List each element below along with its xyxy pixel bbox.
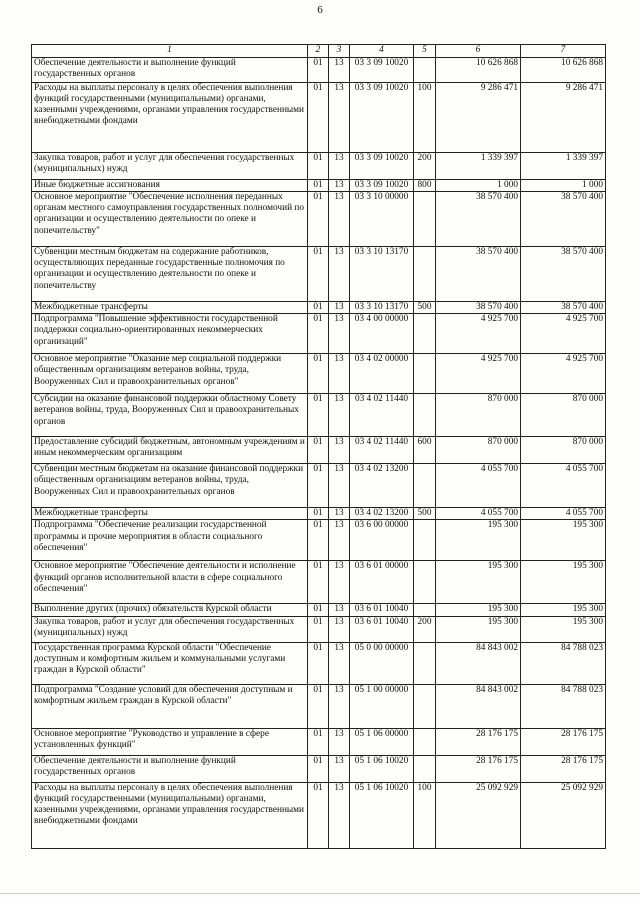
row-subsection: 13 <box>329 508 350 520</box>
row-expense-type: 500 <box>414 302 436 314</box>
row-name: Основное мероприятие "Руководство и управление в сфере установленных функций" <box>32 728 308 755</box>
row-subsection: 13 <box>329 314 350 354</box>
row-name: Субвенции местным бюджетам на содержание работников, осуществляющих переданные государственные полномочия по организации и осуществлению деятельности по опеке и попечительству <box>32 247 308 302</box>
row-subsection: 13 <box>329 247 350 302</box>
row-expense-type: 200 <box>414 616 436 642</box>
row-expense-type <box>414 520 436 561</box>
row-amount-year2: 195 300 <box>521 604 606 616</box>
table-row <box>32 464 606 508</box>
row-section: 01 <box>308 437 329 464</box>
row-section: 01 <box>308 354 329 394</box>
row-amount-year1: 28 176 175 <box>436 728 521 755</box>
row-target-article: 05 1 06 10020 <box>350 755 414 782</box>
row-name: Расходы на выплаты персоналу в целях обеспечения выполнения функций государственными (муниципальными) органами, казенными учреждениями, органами управления государственными внебюджетными фондами <box>32 782 308 848</box>
row-section: 01 <box>308 561 329 604</box>
row-expense-type <box>414 561 436 604</box>
row-expense-type: 100 <box>414 782 436 848</box>
row-target-article: 03 3 10 13170 <box>350 247 414 302</box>
row-name: Обеспечение деятельности и выполнение функций государственных органов <box>32 58 308 83</box>
row-expense-type <box>414 464 436 508</box>
row-expense-type <box>414 394 436 437</box>
row-expense-type: 800 <box>414 180 436 192</box>
row-amount-year2: 4 925 700 <box>521 314 606 354</box>
row-name: Подпрограмма "Повышение эффективности государственной поддержки социально-ориентированных некоммерческих организаций" <box>32 314 308 354</box>
table-row <box>32 192 606 247</box>
row-expense-type <box>414 755 436 782</box>
row-name: Закупка товаров, работ и услуг для обеспечения государственных (муниципальных) нужд <box>32 616 308 642</box>
row-section: 01 <box>308 728 329 755</box>
row-target-article: 03 6 01 10040 <box>350 616 414 642</box>
row-section: 01 <box>308 394 329 437</box>
row-amount-year1: 195 300 <box>436 561 521 604</box>
table-row <box>32 58 606 83</box>
row-name: Расходы на выплаты персоналу в целях обеспечения выполнения функций государственными (муниципальными) органами, казенными учреждениями, органами управления государственными внебюджетными фондами <box>32 83 308 153</box>
row-amount-year1: 38 570 400 <box>436 192 521 247</box>
row-subsection: 13 <box>329 684 350 728</box>
row-expense-type <box>414 684 436 728</box>
row-amount-year1: 38 570 400 <box>436 302 521 314</box>
row-amount-year1: 84 843 002 <box>436 684 521 728</box>
row-subsection: 13 <box>329 153 350 180</box>
row-target-article: 03 4 02 00000 <box>350 354 414 394</box>
row-subsection: 13 <box>329 755 350 782</box>
row-amount-year2: 1 339 397 <box>521 153 606 180</box>
row-subsection: 13 <box>329 520 350 561</box>
row-name: Субвенции местным бюджетам на оказание финансовой поддержки общественным организациям ветеранов войны, труда, Вооруженных Сил и правоохранительных органов <box>32 464 308 508</box>
row-name: Выполнение других (прочих) обязательств Курской области <box>32 604 308 616</box>
row-expense-type <box>414 604 436 616</box>
row-section: 01 <box>308 58 329 83</box>
table-row <box>32 755 606 782</box>
row-name: Предоставление субсидий бюджетным, автономным учреждениям и иным некоммерческим организациям <box>32 437 308 464</box>
row-name: Подпрограмма "Создание условий для обеспечения доступным и комфортным жильем граждан в Курской области" <box>32 684 308 728</box>
row-target-article: 05 1 06 00000 <box>350 728 414 755</box>
row-expense-type: 200 <box>414 153 436 180</box>
table-row <box>32 642 606 684</box>
header-col-4: 4 <box>350 45 414 58</box>
table-row <box>32 247 606 302</box>
table-row <box>32 354 606 394</box>
row-target-article: 03 4 02 11440 <box>350 394 414 437</box>
row-expense-type: 500 <box>414 508 436 520</box>
row-section: 01 <box>308 642 329 684</box>
row-amount-year1: 870 000 <box>436 437 521 464</box>
row-section: 01 <box>308 247 329 302</box>
row-name: Обеспечение деятельности и выполнение функций государственных органов <box>32 755 308 782</box>
row-section: 01 <box>308 464 329 508</box>
row-target-article: 03 4 02 11440 <box>350 437 414 464</box>
row-section: 01 <box>308 302 329 314</box>
header-col-3: 3 <box>329 45 350 58</box>
row-amount-year2: 28 176 175 <box>521 728 606 755</box>
row-amount-year2: 4 055 700 <box>521 464 606 508</box>
row-amount-year2: 28 176 175 <box>521 755 606 782</box>
row-name: Межбюджетные трансферты <box>32 508 308 520</box>
table-row <box>32 561 606 604</box>
table-row <box>32 728 606 755</box>
table-row <box>32 782 606 848</box>
row-name: Подпрограмма "Обеспечение реализации государственной программы и прочие мероприятия в области социального обеспечения" <box>32 520 308 561</box>
row-expense-type <box>414 354 436 394</box>
row-amount-year1: 195 300 <box>436 604 521 616</box>
table-row <box>32 302 606 314</box>
row-subsection: 13 <box>329 464 350 508</box>
row-name: Основное мероприятие "Обеспечение исполнения переданных органам местного самоуправления государственных полномочий по организации и осуществлению деятельности по опеке и попечительству" <box>32 192 308 247</box>
table-row <box>32 437 606 464</box>
row-target-article: 03 6 01 00000 <box>350 561 414 604</box>
row-subsection: 13 <box>329 437 350 464</box>
header-col-1: 1 <box>32 45 308 58</box>
row-section: 01 <box>308 314 329 354</box>
header-row <box>32 45 606 58</box>
row-name: Межбюджетные трансферты <box>32 302 308 314</box>
row-name: Основное мероприятие "Обеспечение деятельности и исполнение функций органов исполнительной власти в сфере социального обеспечения" <box>32 561 308 604</box>
row-subsection: 13 <box>329 180 350 192</box>
row-amount-year2: 4 055 700 <box>521 508 606 520</box>
row-target-article: 03 3 09 10020 <box>350 83 414 153</box>
row-subsection: 13 <box>329 642 350 684</box>
row-target-article: 05 1 00 00000 <box>350 684 414 728</box>
row-amount-year2: 1 000 <box>521 180 606 192</box>
row-section: 01 <box>308 153 329 180</box>
row-amount-year1: 4 055 700 <box>436 508 521 520</box>
row-section: 01 <box>308 192 329 247</box>
row-target-article: 03 4 00 00000 <box>350 314 414 354</box>
row-amount-year2: 195 300 <box>521 616 606 642</box>
table-row <box>32 508 606 520</box>
row-subsection: 13 <box>329 604 350 616</box>
row-name: Закупка товаров, работ и услуг для обеспечения государственных (муниципальных) нужд <box>32 153 308 180</box>
header-col-6: 6 <box>436 45 521 58</box>
row-subsection: 13 <box>329 782 350 848</box>
row-expense-type <box>414 314 436 354</box>
row-section: 01 <box>308 782 329 848</box>
row-expense-type <box>414 642 436 684</box>
row-amount-year2: 10 626 868 <box>521 58 606 83</box>
row-target-article: 03 3 09 10020 <box>350 153 414 180</box>
table-row <box>32 684 606 728</box>
row-target-article: 03 4 02 13200 <box>350 464 414 508</box>
page-bottom-edge <box>0 893 640 894</box>
row-target-article: 03 3 10 13170 <box>350 302 414 314</box>
row-amount-year2: 870 000 <box>521 394 606 437</box>
row-subsection: 13 <box>329 616 350 642</box>
row-target-article: 03 6 00 00000 <box>350 520 414 561</box>
row-name: Основное мероприятие "Оказание мер социальной поддержки общественным организациям ветеранов войны, труда, Вооруженных Сил и правоохранительных органов" <box>32 354 308 394</box>
row-subsection: 13 <box>329 394 350 437</box>
row-subsection: 13 <box>329 728 350 755</box>
row-amount-year2: 25 092 929 <box>521 782 606 848</box>
row-target-article: 03 3 09 10020 <box>350 58 414 83</box>
row-amount-year1: 28 176 175 <box>436 755 521 782</box>
row-amount-year1: 10 626 868 <box>436 58 521 83</box>
row-target-article: 03 3 09 10020 <box>350 180 414 192</box>
table-row <box>32 520 606 561</box>
table-row <box>32 604 606 616</box>
row-subsection: 13 <box>329 58 350 83</box>
row-amount-year2: 38 570 400 <box>521 192 606 247</box>
row-name: Субсидии на оказание финансовой поддержки областному Совету ветеранов войны, труда, Вооруженных Сил и правоохранительных органов <box>32 394 308 437</box>
row-section: 01 <box>308 616 329 642</box>
row-amount-year2: 4 925 700 <box>521 354 606 394</box>
row-amount-year1: 4 925 700 <box>436 314 521 354</box>
row-amount-year2: 9 286 471 <box>521 83 606 153</box>
row-section: 01 <box>308 508 329 520</box>
row-amount-year1: 84 843 002 <box>436 642 521 684</box>
header-col-5: 5 <box>414 45 436 58</box>
row-name: Государственная программа Курской области "Обеспечение доступным и комфортным жильем и коммунальными услугами граждан в Курской области" <box>32 642 308 684</box>
table-row <box>32 394 606 437</box>
row-amount-year1: 870 000 <box>436 394 521 437</box>
row-target-article: 05 1 06 10020 <box>350 782 414 848</box>
row-subsection: 13 <box>329 354 350 394</box>
row-amount-year2: 870 000 <box>521 437 606 464</box>
row-subsection: 13 <box>329 83 350 153</box>
row-subsection: 13 <box>329 192 350 247</box>
row-amount-year2: 38 570 400 <box>521 247 606 302</box>
row-section: 01 <box>308 520 329 561</box>
row-expense-type <box>414 728 436 755</box>
row-section: 01 <box>308 83 329 153</box>
row-amount-year1: 1 339 397 <box>436 153 521 180</box>
row-amount-year1: 195 300 <box>436 616 521 642</box>
row-amount-year1: 9 286 471 <box>436 83 521 153</box>
page-number: 6 <box>317 4 323 16</box>
row-section: 01 <box>308 604 329 616</box>
row-subsection: 13 <box>329 302 350 314</box>
row-expense-type <box>414 192 436 247</box>
row-target-article: 05 0 00 00000 <box>350 642 414 684</box>
row-section: 01 <box>308 180 329 192</box>
row-section: 01 <box>308 755 329 782</box>
row-amount-year2: 84 788 023 <box>521 684 606 728</box>
row-section: 01 <box>308 684 329 728</box>
row-amount-year2: 38 570 400 <box>521 302 606 314</box>
row-target-article: 03 6 01 10040 <box>350 604 414 616</box>
table-row <box>32 180 606 192</box>
row-expense-type: 100 <box>414 83 436 153</box>
table-row <box>32 83 606 153</box>
row-target-article: 03 3 10 00000 <box>350 192 414 247</box>
row-amount-year1: 4 055 700 <box>436 464 521 508</box>
row-expense-type <box>414 58 436 83</box>
row-amount-year1: 38 570 400 <box>436 247 521 302</box>
table-row <box>32 153 606 180</box>
header-col-2: 2 <box>308 45 329 58</box>
table-body <box>32 58 606 849</box>
row-expense-type: 600 <box>414 437 436 464</box>
row-subsection: 13 <box>329 561 350 604</box>
row-amount-year1: 1 000 <box>436 180 521 192</box>
row-amount-year2: 195 300 <box>521 561 606 604</box>
budget-table <box>31 44 606 849</box>
row-amount-year2: 84 788 023 <box>521 642 606 684</box>
row-amount-year2: 195 300 <box>521 520 606 561</box>
row-amount-year1: 195 300 <box>436 520 521 561</box>
header-col-7: 7 <box>521 45 606 58</box>
row-name: Иные бюджетные ассигнования <box>32 180 308 192</box>
row-expense-type <box>414 247 436 302</box>
table-row <box>32 616 606 642</box>
row-amount-year1: 25 092 929 <box>436 782 521 848</box>
row-amount-year1: 4 925 700 <box>436 354 521 394</box>
row-target-article: 03 4 02 13200 <box>350 508 414 520</box>
table-row <box>32 314 606 354</box>
